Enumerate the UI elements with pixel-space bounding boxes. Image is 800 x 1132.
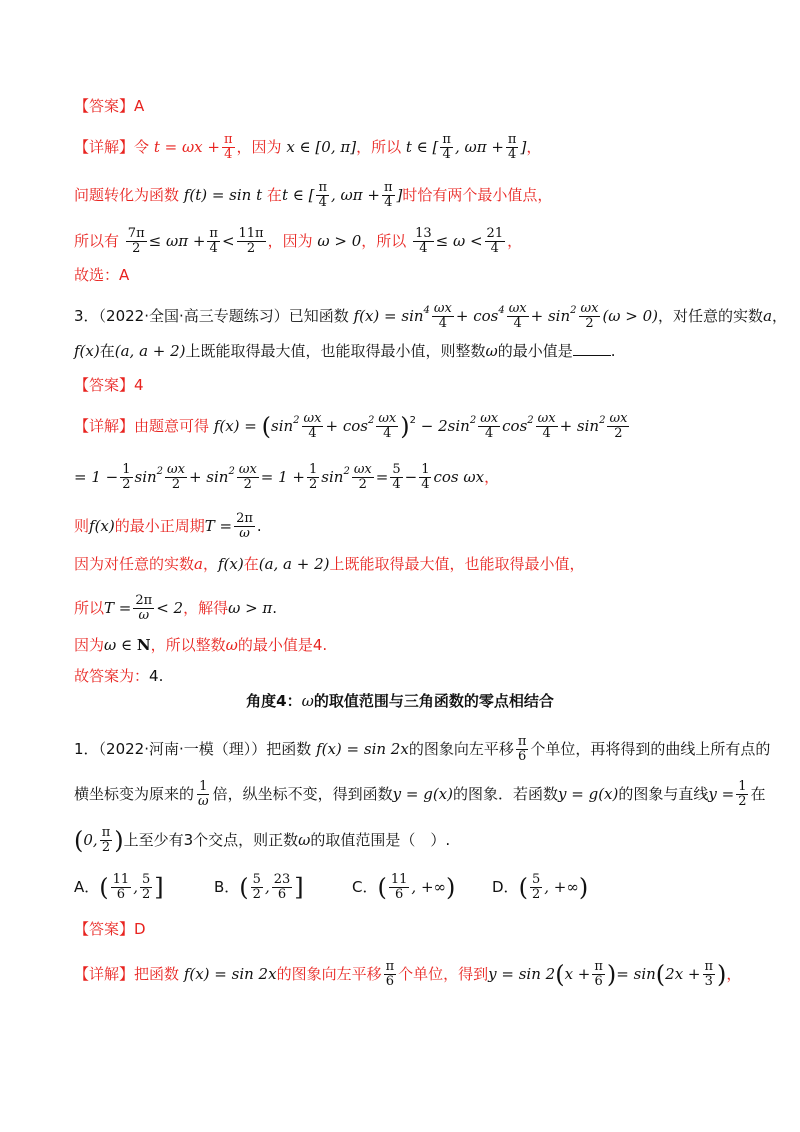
option-a: A．( $\frac{11}{6}$ , $\frac{5}{2}$ ] [74,872,164,902]
option-c: C．( $\frac{11}{6}$ , +∞) [352,872,456,902]
q2-answer-line [74,95,740,117]
q3-answer-line: 【答案】4 [74,376,144,394]
formula-x-domain: x ∈ [0, π] [286,138,357,156]
q1-answer-line: 【答案】D [74,920,146,938]
q3-detail-line-3: 则f(x)的最小正周期T = $\frac{2\pi}{\omega}$ . [74,511,262,541]
q3-stem-line-1: 3．（2022·全国·高三专题练习）已知函数 $f(x) = \sin^4$ $\frac{\omega x}{4}$ + $\cos^4$ $\frac{\omega x}{4}$ + $\sin^2$ $\frac{\omega x}{2}$ (ω > 0)，对任意的实数a， [74,301,788,331]
q2-choose-line: 故选：A [74,266,130,284]
q2-detail-line-2: 问题转化为函数 f(t) = sin t 在t ∈ [ $\frac{\pi}{4}$ , ωπ + $\frac{\pi}{4}$ ]时恰有两个最小值点， [74,180,553,210]
detail-label: 【详解】 [74,138,135,156]
q3-detail-line-1: 【详解】由题意可得 $f(x) = (\sin^2$ $\frac{\omega x}{4}$ + $\cos^2$ $\frac{\omega x}{4}$ )$^2 - 2\sin^2$ $\frac{\omega x}{4}$ $\cos^2$ $\frac{\omega x}{4}$ + $\sin^2$ $\frac{\omega x}{2}$ [74,411,628,441]
q1-options [74,873,740,903]
formula-q3-f: $f(x) = \sin^4$ [353,305,430,325]
q2-detail-line-3: 所以有 $\frac{7\pi}{2}$ ≤ ωπ + $\frac{\pi}{4}$ < $\frac{11\pi}{2}$ ，因为 ω > 0，所以 $\frac{13}{4}$ ≤ ω < $\frac{21}{4}$ ， [74,226,523,256]
formula-t-substitution: t = ωx + [153,138,220,156]
formula-t-range: t ∈ [ [405,138,439,156]
answer-value: A [134,97,145,115]
option-d: D．( $\frac{5}{2}$ , +∞) [492,872,589,902]
answer-label: 【答案】 [74,97,135,115]
q3-detail-line-2: = 1 − $\frac{1}{2}$ $\sin^2$ $\frac{\omega x}{2}$ + $\sin^2$ $\frac{\omega x}{2}$ = 1 + $\frac{1}{2}$ $\sin^2$ $\frac{\omega x}{2}$ = $\frac{5}{4}$ − $\frac{1}{4}$ cos ωx， [74,462,500,492]
q3-detail-line-5: 所以T = $\frac{2\pi}{\omega}$ < 2，解得ω > π. [74,593,278,623]
q3-detail-line-4: 因为对任意的实数a，f(x)在(a, a + 2)上既能取得最大值，也能取得最小值， [74,555,585,573]
section-heading: 角度4：ω的取值范围与三角函数的零点相结合 [246,692,554,710]
q3-final-line: 故答案为：4. [74,667,164,685]
option-b: B．( $\frac{5}{2}$ , $\frac{23}{6}$ ] [214,872,304,902]
q1-stem-line-1: 1．（2022·河南·一模（理））把函数 f(x) = sin 2x的图象向左平移 $\frac{\pi}{6}$ 个单位，再将得到的曲线上所有点的 [74,734,771,764]
q1-stem-line-2: 横坐标变为原来的 $\frac{1}{\omega}$ 倍，纵坐标不变，得到函数y = g(x)的图象．若函数y = g(x)的图象与直线y = $\frac{1}{2}$ 在 [74,779,766,809]
q3-stem-line-2: f(x)在(a, a + 2)上既能取得最大值，也能取得最小值，则整数ω的最小值是 . [74,342,616,360]
q1-detail-line-1: 【详解】把函数 f(x) = sin 2x的图象向左平移 $\frac{\pi}{6}$ 个单位，得到y = sin 2(x + $\frac{\pi}{6}$ )= sin(2x + $\frac{\pi}{3}$ )， [74,959,742,989]
answer-blank [573,343,611,356]
formula-f-sin-t: f(t) = sin t [183,186,263,204]
q1-stem-line-3: (0, $\frac{\pi}{2}$ )上至少有3个交点，则正数ω的取值范围是（ ）. [74,825,451,855]
formula-omega-positive: ω > 0 [317,232,362,250]
q3-detail-line-6: 因为ω ∈ N，所以整数ω的最小值是4. [74,636,328,654]
q2-detail-line-1: 【详解】令 t = ωx + $\frac{\pi}{4}$ ，因为 x ∈ [0, π]，所以 t ∈ [ $\frac{\pi}{4}$ , ωπ + $\frac{\pi}{4}$ ]， [74,132,542,162]
